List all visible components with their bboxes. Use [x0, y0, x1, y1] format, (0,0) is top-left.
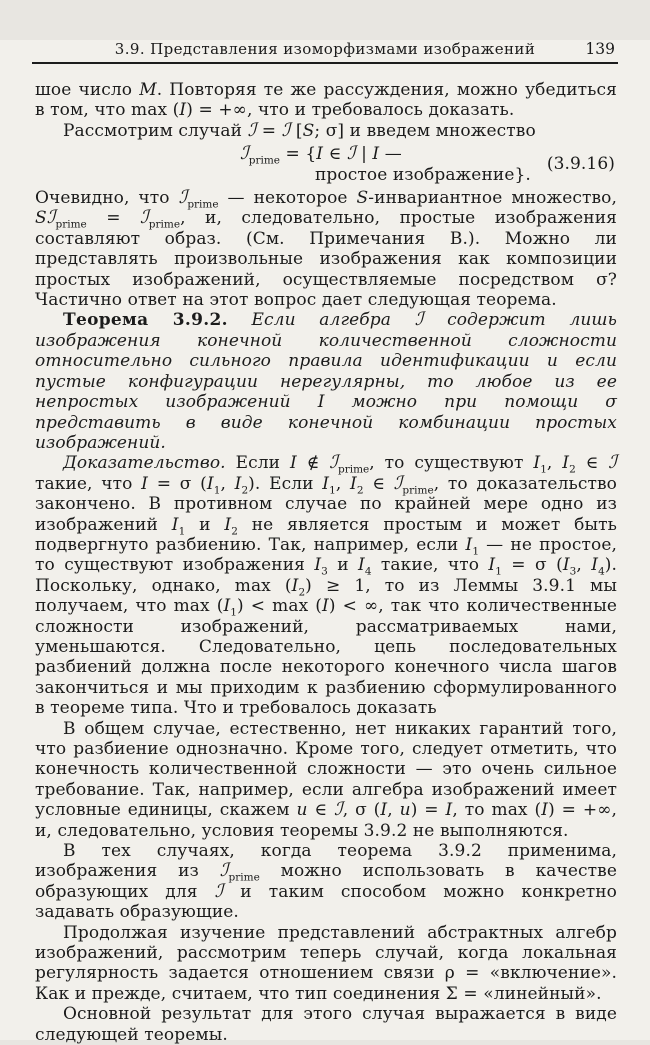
paragraph-continuing-study: Продолжая изучение представлений абстрактных алгебр изображений, рассмотрим теперь случай, когда локальная регулярность задается отношением связи ρ = «включение». Как и прежде, считаем, что тип соединения Σ = «линейный». [35, 922, 617, 1004]
page-body [35, 80, 617, 1045]
paragraph-applicable-cases: В тех случаях, когда теорема 3.9.2 применима, изображения из ℐ$_{prime}$ можно использовать в качестве образующих для ℐ и таким способом можно конкретно задавать образующие. [35, 841, 618, 923]
formula-line-1: ℐ$_{prime}$ = {I ∈ ℐ | I — [240, 143, 402, 167]
equation-number: (3.9.16) [546, 154, 615, 175]
paragraph-consider-case: Рассмотрим случай ℐ = ℐ [S; σ] и введем множество [63, 119, 536, 141]
page-header [33, 40, 617, 59]
paragraph-theorem-392: Теорема 3.9.2. Если алгебра ℐ содержит лишь изображения конечной количественной сложности относительно сильного правила идентификации и если пустые конфигурации нерегулярны, то любое из ее непростых изображений I можно при помощи σ представить в виде конечной комбинации простых изображений. [35, 309, 617, 453]
header-rule [32, 62, 618, 64]
book-page-scan [0, 40, 650, 1045]
paragraph-general-case: В общем случае, естественно, нет никаких гарантий того, что разбиение однозначно. Кроме того, следует отметить, что конечность количественной сложности — это очень сильное требование. Так, например, если алгебра изображений имеет условные единицы, скажем u ∈ ℐ, σ (I, u) = I, то max (I) = +∞, и, следовательно, условия теоремы 3.9.2 не выполняются. [35, 718, 618, 841]
formula-line-2: простое изображение}. [315, 164, 531, 185]
paragraph-obviously: Очевидно, что ℐ$_{prime}$ — некоторое S-инвариантное множество, Sℐ$_{prime}$ = ℐ$_{prime}$, и, следовательно, простые изображения составляют образ. (См. Примечания В.). Можно ли представлять произвольные изображения как композиции простых изображений, осуществляемые посредством σ? Частично ответ на этот вопрос дает следующая теорема. [35, 187, 617, 311]
display-formula-3916 [35, 144, 617, 185]
formula-body [240, 144, 531, 185]
page-number: 139 [585, 40, 615, 58]
paragraph-main-result: Основной результат для этого случая выражается в виде следующей теоремы. [35, 1004, 617, 1045]
paragraph-proof: Доказательство. Если I ∉ ℐ$_{prime}$, то существуют $I_1$, $I_2$ ∈ ℐ такие, что I = σ ($I_1$, $I_2$). Если $I_1$, $I_2$ ∈ ℐ$_{prime}$, то доказательство закончено. В противном случае по крайней мере одно из изображений $I_1$ и $I_2$ не является простым и может быть подвергнуто разбиению. Так, например, если $I_1$ — не простое, то существуют изображения $I_3$ и $I_4$ такие, что $I_1 = \sigma$ ($I_3$, $I_4$). Поскольку, однако, $\max (I_2) \ge 1$, то из Леммы 3.9.1 мы получаем, что $\max (I_1) < \max (I)$ < ∞, так что количественные сложности изображений, рассматриваемых нами, уменьшаются. Следовательно, цепь последовательных разбиений должна после некоторого конечного числа шагов закончиться и мы приходим к разбиению сформулированного в теореме типа. Что и требовалось доказать [35, 452, 618, 719]
paragraph-continuation: шое число М. Повторяя те же рассуждения, можно убедиться в том, что max (I) = +∞, что и требовалось доказать. [35, 80, 617, 121]
running-title: 3.9. Представления изоморфизмами изображений [114, 40, 536, 58]
